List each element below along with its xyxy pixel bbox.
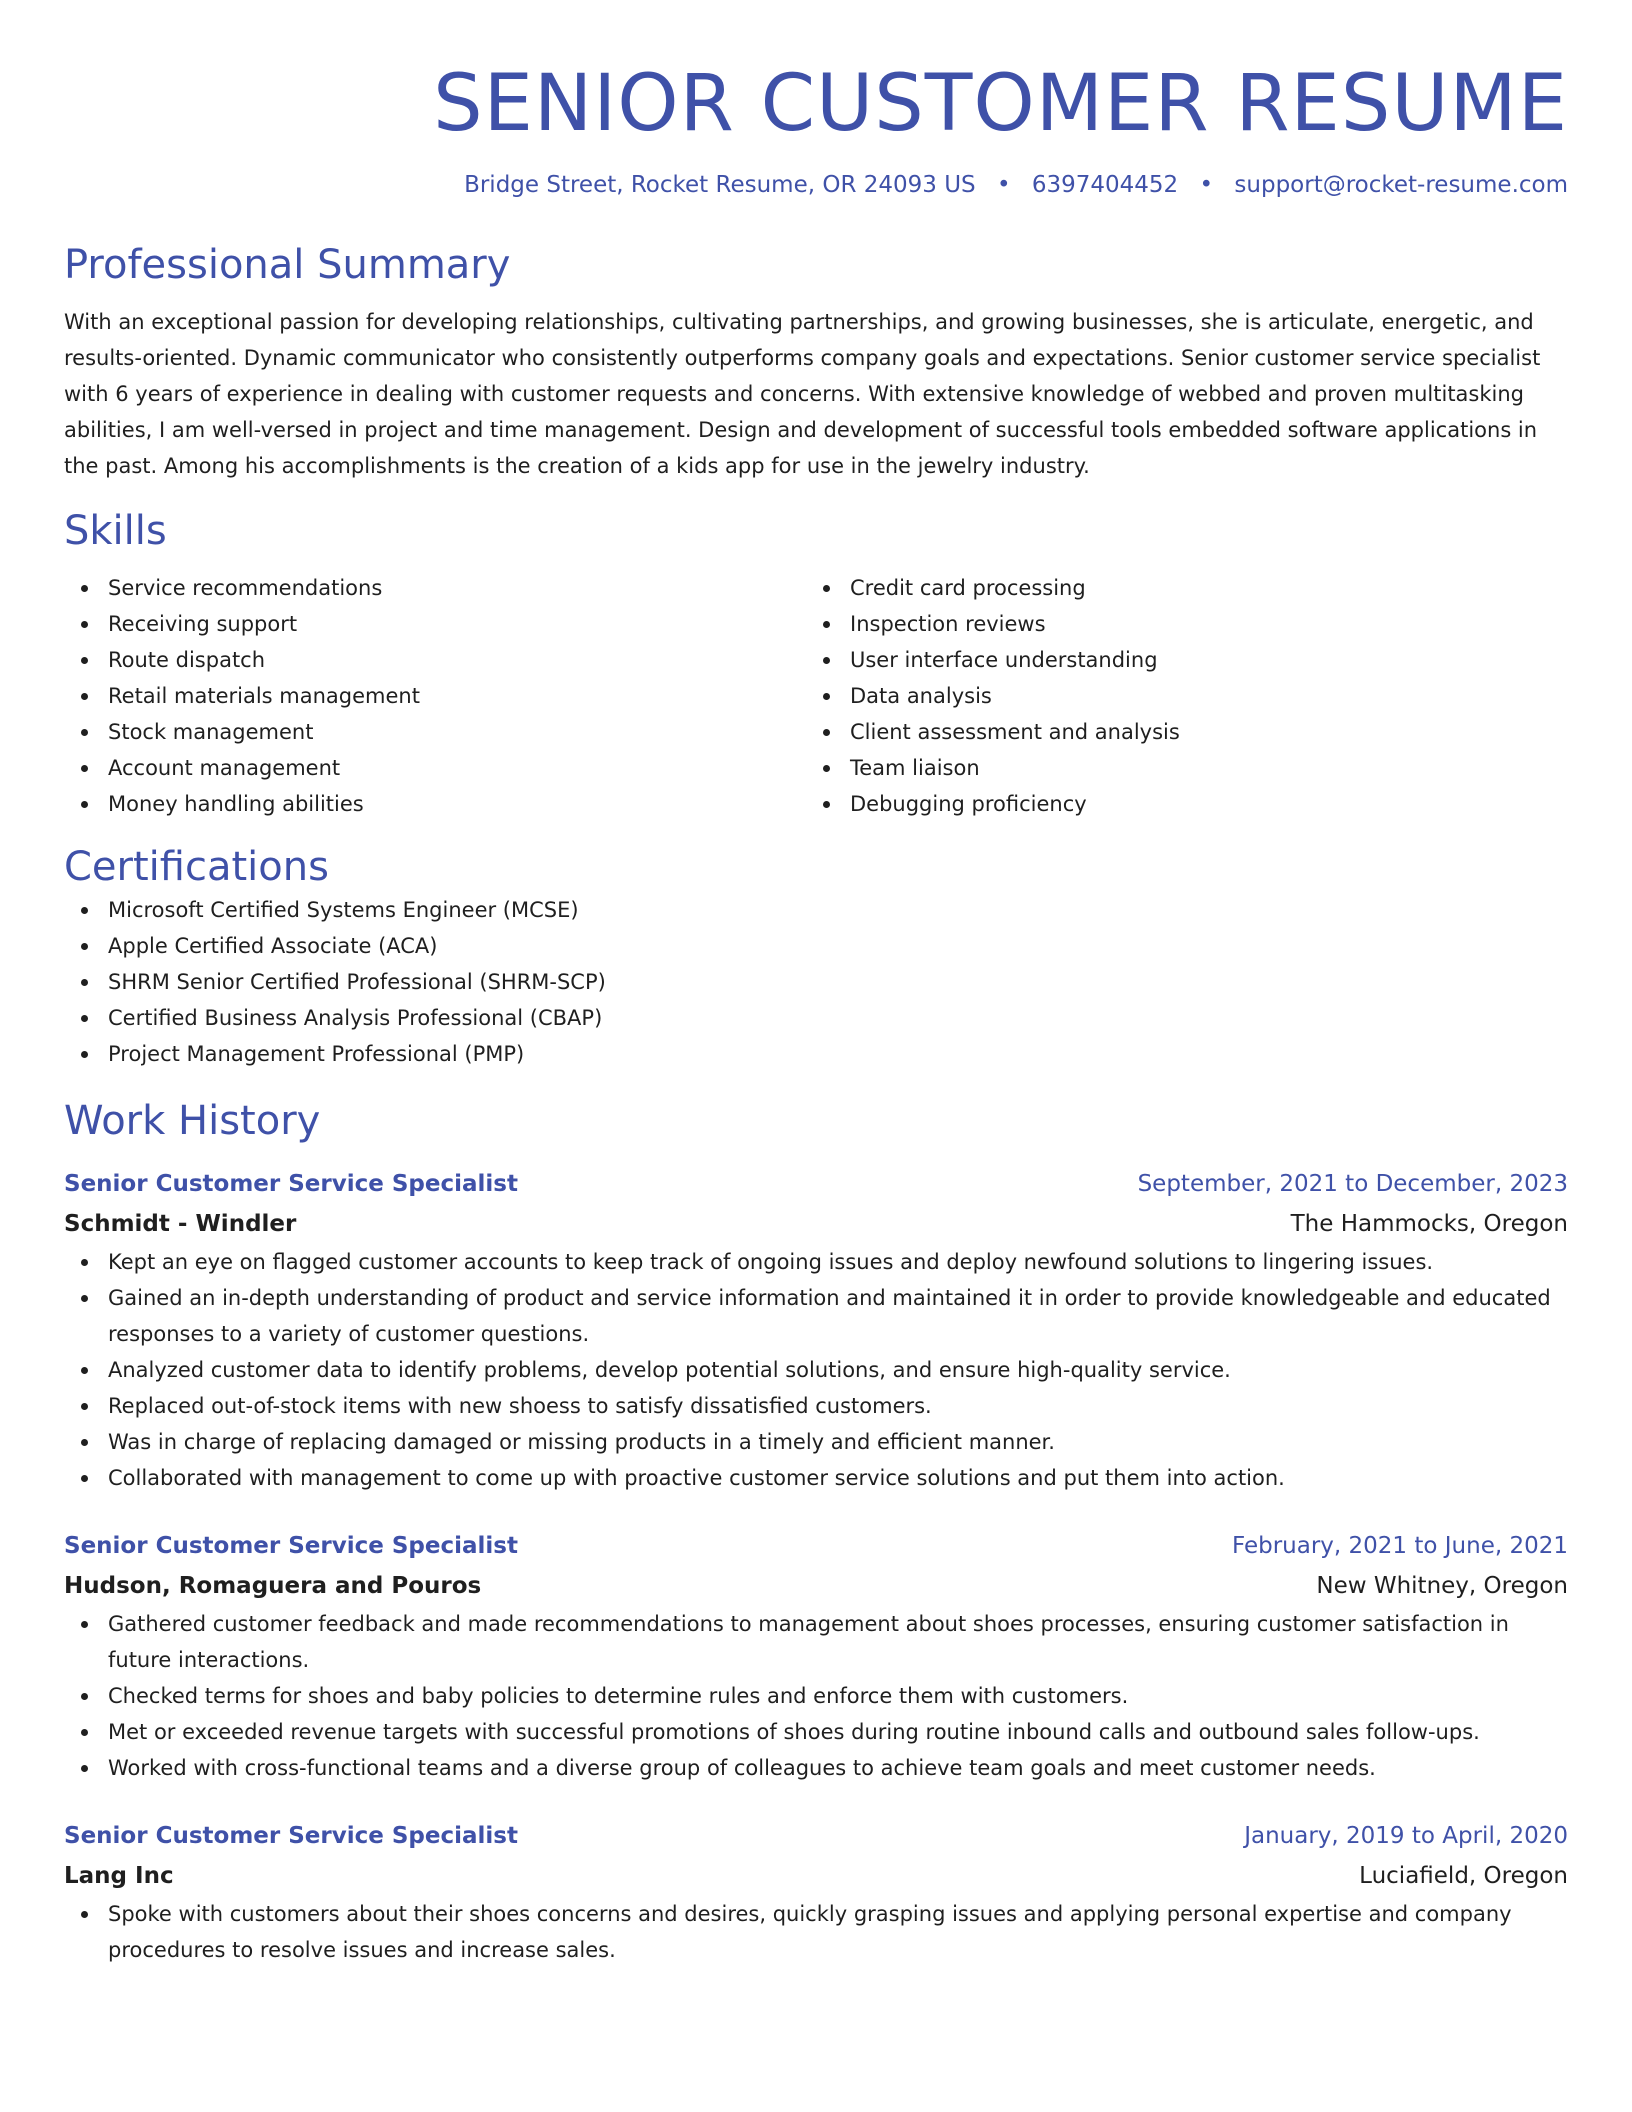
job-bullet: Analyzed customer data to identify problems, develop potential solutions, and ensure high-quality service.	[64, 1352, 1568, 1388]
job-title: Senior Customer Service Specialist	[64, 1171, 518, 1197]
job-title: Senior Customer Service Specialist	[64, 1823, 518, 1849]
job-dates: February, 2021 to June, 2021	[1231, 1533, 1568, 1559]
skill-item: Debugging proficiency	[806, 786, 1548, 822]
summary-section	[64, 240, 1568, 484]
skill-item: User interface understanding	[806, 642, 1548, 678]
skill-item: Client assessment and analysis	[806, 714, 1548, 750]
contact-separator: •	[1199, 172, 1214, 198]
skills-column-left	[64, 570, 806, 822]
job-bullet: Gained an in-depth understanding of product and service information and maintained it in order to provide knowledgeable and educated responses to a variety of customer questions.	[64, 1280, 1568, 1352]
job-bullet: Was in charge of replacing damaged or missing products in a timely and efficient manner.	[64, 1424, 1568, 1460]
job-bullet: Kept an eye on flagged customer accounts to keep track of ongoing issues and deploy newfound solutions to lingering issues.	[64, 1244, 1568, 1280]
skill-item: Retail materials management	[64, 678, 806, 714]
skill-item: Route dispatch	[64, 642, 806, 678]
job-company-row	[64, 1566, 1568, 1606]
job-title: Senior Customer Service Specialist	[64, 1533, 518, 1559]
job-company: Hudson, Romaguera and Pouros	[64, 1573, 482, 1599]
skill-item: Credit card processing	[806, 570, 1548, 606]
skills-heading: Skills	[64, 508, 167, 554]
job-bullet: Checked terms for shoes and baby policies to determine rules and enforce them with customers.	[64, 1678, 1568, 1714]
work-history-section	[64, 1096, 1568, 1968]
skill-item: Money handling abilities	[64, 786, 806, 822]
skills-list-right	[806, 570, 1548, 822]
job-dates: September, 2021 to December, 2023	[1137, 1171, 1568, 1197]
certifications-list	[64, 892, 1568, 1072]
job-company-row	[64, 1856, 1568, 1896]
contact-separator: •	[996, 172, 1011, 198]
certification-item: Certified Business Analysis Professional (CBAP)	[64, 1000, 1568, 1036]
job-bullets	[64, 1606, 1568, 1786]
contact-line	[64, 170, 1568, 200]
work-history-heading: Work History	[64, 1098, 321, 1144]
skill-item: Account management	[64, 750, 806, 786]
skills-column-right	[806, 570, 1548, 822]
job-company-row	[64, 1204, 1568, 1244]
job-bullets	[64, 1896, 1568, 1968]
job-bullet: Spoke with customers about their shoes concerns and desires, quickly grasping issues and applying personal expertise and company procedures to resolve issues and increase sales.	[64, 1896, 1568, 1968]
certifications-heading: Certifications	[64, 844, 329, 890]
contact-email: support@rocket-resume.com	[1234, 172, 1568, 198]
job-location: New Whitney, Oregon	[1316, 1573, 1568, 1599]
job-location: The Hammocks, Oregon	[1290, 1211, 1568, 1237]
resume-name: SENIOR CUSTOMER RESUME	[433, 59, 1568, 149]
resume-header	[64, 0, 1568, 200]
skill-item: Stock management	[64, 714, 806, 750]
job-bullets	[64, 1244, 1568, 1496]
certification-item: SHRM Senior Certified Professional (SHRM-SCP)	[64, 964, 1568, 1000]
job-bullet: Collaborated with management to come up with proactive customer service solutions and put them into action.	[64, 1460, 1568, 1496]
job-bullet: Replaced out-of-stock items with new shoess to satisfy dissatisfied customers.	[64, 1388, 1568, 1424]
skills-list-left	[64, 570, 806, 822]
job-bullet: Gathered customer feedback and made recommendations to management about shoes processes, ensuring customer satisfaction in future interactions.	[64, 1606, 1568, 1678]
skill-item: Service recommendations	[64, 570, 806, 606]
certifications-section	[64, 842, 1568, 1072]
job-entry	[64, 1164, 1568, 1496]
job-entry	[64, 1526, 1568, 1786]
summary-heading: Professional Summary	[64, 242, 511, 288]
job-location: Luciafield, Oregon	[1359, 1863, 1568, 1889]
job-company: Lang Inc	[64, 1863, 174, 1889]
contact-address: Bridge Street, Rocket Resume, OR 24093 US	[464, 172, 976, 198]
job-title-row	[64, 1526, 1568, 1566]
resume-page	[64, 0, 1568, 1968]
certification-item: Microsoft Certified Systems Engineer (MCSE)	[64, 892, 1568, 928]
skill-item: Team liaison	[806, 750, 1548, 786]
job-dates: January, 2019 to April, 2020	[1244, 1823, 1568, 1849]
certification-item: Apple Certified Associate (ACA)	[64, 928, 1568, 964]
job-company: Schmidt - Windler	[64, 1211, 297, 1237]
job-title-row	[64, 1164, 1568, 1204]
job-entry	[64, 1816, 1568, 1968]
skill-item: Inspection reviews	[806, 606, 1548, 642]
certification-item: Project Management Professional (PMP)	[64, 1036, 1568, 1072]
skill-item: Receiving support	[64, 606, 806, 642]
summary-text: With an exceptional passion for developing relationships, cultivating partnerships, and growing businesses, she is articulate, energetic, and results-oriented. Dynamic communicator who consistently outperforms company goals and expectations. Senior customer service specialist with 6 years of experience in dealing with customer requests and concerns. With extensive knowledge of webbed and proven multitasking abilities, I am well-versed in project and time management. Design and development of successful tools embedded software applications in the past. Among his accomplishments is the creation of a kids app for use in the jewelry industry.	[64, 310, 1541, 478]
job-bullet: Worked with cross-functional teams and a diverse group of colleagues to achieve team goals and meet customer needs.	[64, 1750, 1568, 1786]
skills-grid	[64, 570, 1568, 822]
skills-section	[64, 506, 1568, 822]
contact-phone: 6397404452	[1031, 172, 1179, 198]
skill-item: Data analysis	[806, 678, 1548, 714]
job-bullet: Met or exceeded revenue targets with successful promotions of shoes during routine inbound calls and outbound sales follow-ups.	[64, 1714, 1568, 1750]
job-title-row	[64, 1816, 1568, 1856]
